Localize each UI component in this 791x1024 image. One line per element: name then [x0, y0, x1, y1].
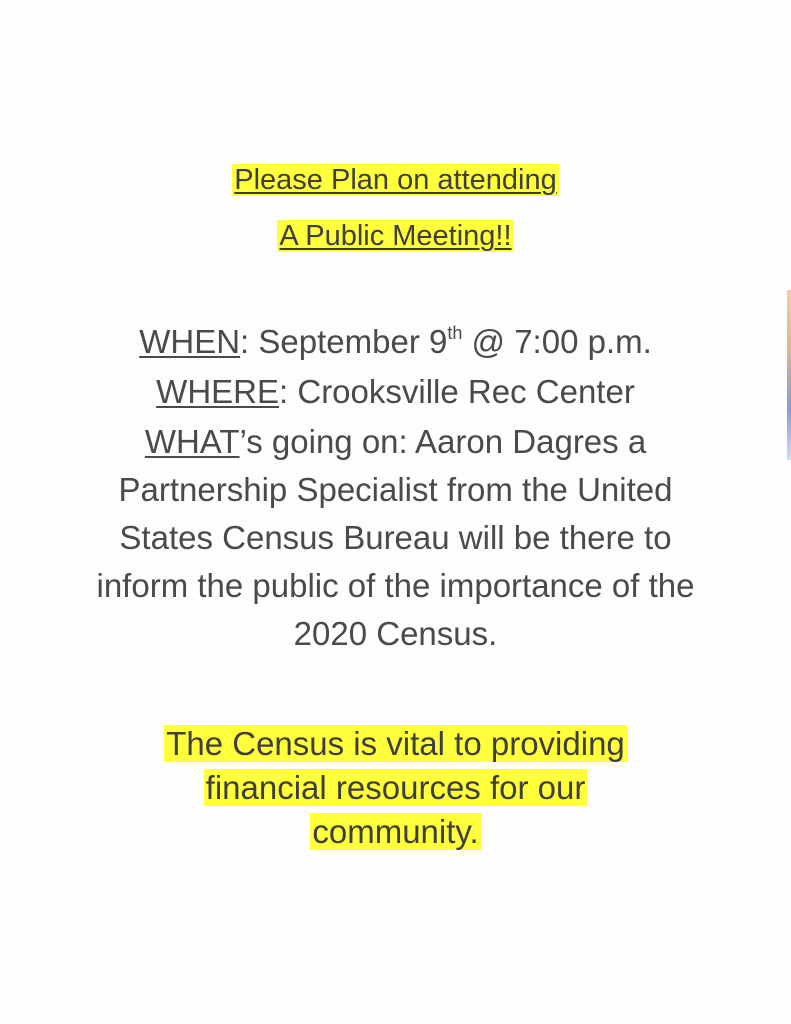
heading-text-2: A Public Meeting!!: [279, 220, 512, 252]
where-separator: :: [279, 373, 298, 410]
closing-line-1: The Census is vital to providing: [166, 725, 625, 762]
when-time: @ 7:00 p.m.: [462, 323, 652, 360]
where-label: WHERE: [156, 373, 280, 410]
when-date-suffix: th: [447, 323, 463, 343]
what-description: ’s going on: Aaron Dagres a Partnership Specialist from the United States Census Bureau will be there to inform the public of the importance of the 2020 Census.: [96, 423, 695, 652]
closing-message: [0, 722, 791, 854]
closing-line-2: financial resources for our: [205, 769, 586, 806]
heading: [0, 152, 791, 264]
where-value: Crooksville Rec Center: [297, 373, 635, 410]
when-separator: :: [240, 323, 259, 360]
when-row: [90, 318, 701, 366]
what-label: WHAT: [144, 423, 240, 460]
heading-line-2: [0, 208, 791, 264]
heading-line-1: [0, 152, 791, 208]
when-date: September 9: [258, 323, 448, 360]
heading-text-1: Please Plan on attending: [234, 164, 557, 196]
when-label: WHEN: [139, 323, 241, 360]
closing-line-3: community.: [312, 813, 479, 850]
meeting-details: [0, 318, 791, 660]
where-row: [90, 368, 701, 416]
what-row: [90, 418, 701, 658]
